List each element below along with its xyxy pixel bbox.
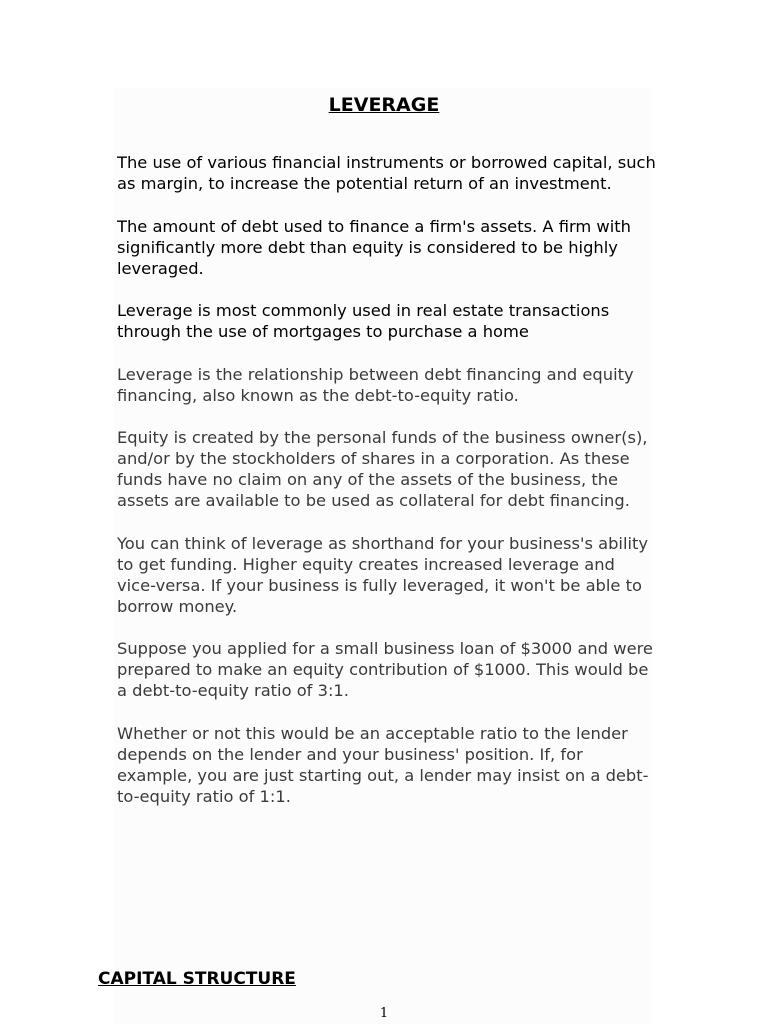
document-title: LEVERAGE [328, 94, 440, 116]
paragraph-debt-equity-relationship: Leverage is the relationship between debt financing and equity financing, also known as the debt-to-equity ratio. [117, 364, 634, 405]
paragraph-leverage-definition: The use of various financial instruments or borrowed capital, such as margin, to increase the potential return of an investment. [117, 153, 656, 193]
paragraph-funding-ability: You can think of leverage as shorthand for your business's ability to get funding. Higher equity creates increased leverage and vice-versa. If your business is fully leveraged, it won't be able to borrow money. [117, 533, 649, 616]
paragraph-acceptable-ratio: Whether or not this would be an acceptable ratio to the lender depends on the lender and your business' position. If, for example, you are just starting out, a lender may insist on a debt-to-equity ratio of 1:1. [117, 723, 649, 806]
paragraph-debt-amount: The amount of debt used to finance a firm's assets. A firm with significantly more debt than equity is considered to be highly leveraged. [117, 216, 631, 278]
section-heading-capital-structure: CAPITAL STRUCTURE [98, 969, 296, 989]
paragraph-equity-creation: Equity is created by the personal funds of the business owner(s), and/or by the stockholders of shares in a corporation. As these funds have no claim on any of the assets of the business, the assets are available to be used as collateral for debt financing. [117, 428, 648, 510]
page-number: 1 [379, 1006, 389, 1021]
document-body [117, 152, 657, 828]
paragraph-loan-example: Suppose you applied for a small business loan of $3000 and were prepared to make an equity contribution of $1000. This would be a debt-to-equity ratio of 3:1. [117, 639, 653, 700]
paragraph-real-estate: Leverage is most commonly used in real estate transactions through the use of mortgages to purchase a home [117, 301, 610, 341]
